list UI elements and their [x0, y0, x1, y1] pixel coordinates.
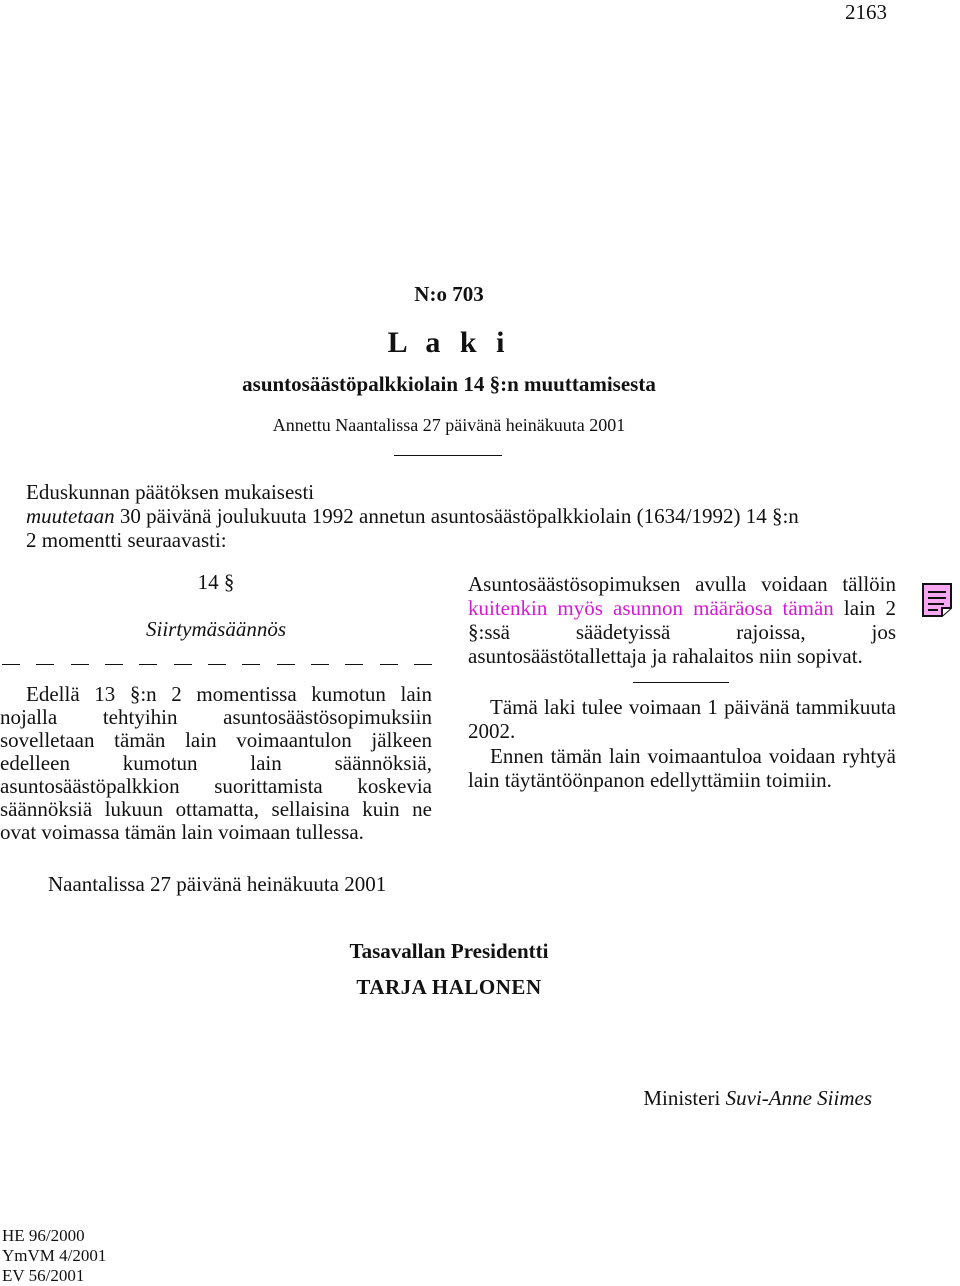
given-date: Annettu Naantalissa 27 päivänä heinäkuuta 2001 [272, 415, 626, 435]
preparatory-measures: Ennen tämän lain voimaantuloa voidaan ryhtyä lain täytäntöönpanon edellyttämiin toimiin. [468, 744, 896, 792]
reference-item: EV 56/2001 [2, 1266, 85, 1285]
note-icon[interactable] [920, 581, 954, 619]
statute-number: N:o 703 [414, 282, 484, 306]
preamble-verb: muutetaan [26, 504, 115, 528]
page-number: 2163 [845, 0, 887, 24]
preamble-line-1: Eduskunnan päätöksen mukaisesti [26, 480, 315, 504]
reference-item: YmVM 4/2001 [2, 1246, 107, 1265]
preamble-line-2-rest: 30 päivänä joulukuuta 1992 annetun asuntosäästöpalkkiolain (1634/1992) 14 §:n [114, 504, 799, 528]
section-heading: Siirtymäsäännös [145, 617, 286, 641]
reference-item: HE 96/2000 [2, 1226, 85, 1245]
references [2, 1226, 106, 1286]
preamble-line-3: 2 momentti seuraavasti: [26, 528, 227, 552]
section-right-paragraph [468, 572, 896, 668]
act-subtitle: asuntosäästöpalkkiolain 14 §:n muuttamisesta [242, 372, 656, 396]
section-divider [633, 682, 729, 683]
preamble [26, 480, 896, 552]
minister-label: Ministeri [643, 1086, 721, 1110]
minister-name: Suvi-Anne Siimes [725, 1086, 872, 1110]
highlighted-text: kuitenkin myös asunnon määräosa tämän [468, 596, 834, 620]
president-title: Tasavallan Presidentti [349, 939, 549, 963]
right-paragraph-start: Asuntosäästösopimuksen avulla voidaan tällöin [468, 572, 896, 596]
section-number: 14 § [197, 570, 235, 594]
preamble-line-2 [26, 504, 896, 528]
entry-into-force: Tämä laki tulee voimaan 1 päivänä tammikuuta 2002. [468, 695, 896, 743]
president-name: TARJA HALONEN [356, 975, 542, 999]
title-divider [394, 455, 502, 456]
minister-signature [643, 1086, 872, 1111]
omission-dashes [2, 664, 432, 665]
section-left-paragraph: Edellä 13 §:n 2 momentissa kumotun lain nojalla tehtyihin asuntosäästösopimuksiin sovelletaan tämän lain voimaantulon jälkeen edelleen kumotun lain säännöksiä, asuntosäästöpalkkion suorittamista koskevia säännöksiä lukuun ottamatta, sellaisina kuin ne ovat voimassa tämän lain voimaan tullessa. [0, 682, 432, 844]
act-title: L a k i [387, 326, 511, 359]
right-paragraph-end: lain 2 §:ssä säädetyissä rajoissa, jos asuntosäästötallettaja ja rahalaitos niin sopivat. [468, 596, 896, 668]
signing-place-date: Naantalissa 27 päivänä heinäkuuta 2001 [48, 872, 387, 896]
